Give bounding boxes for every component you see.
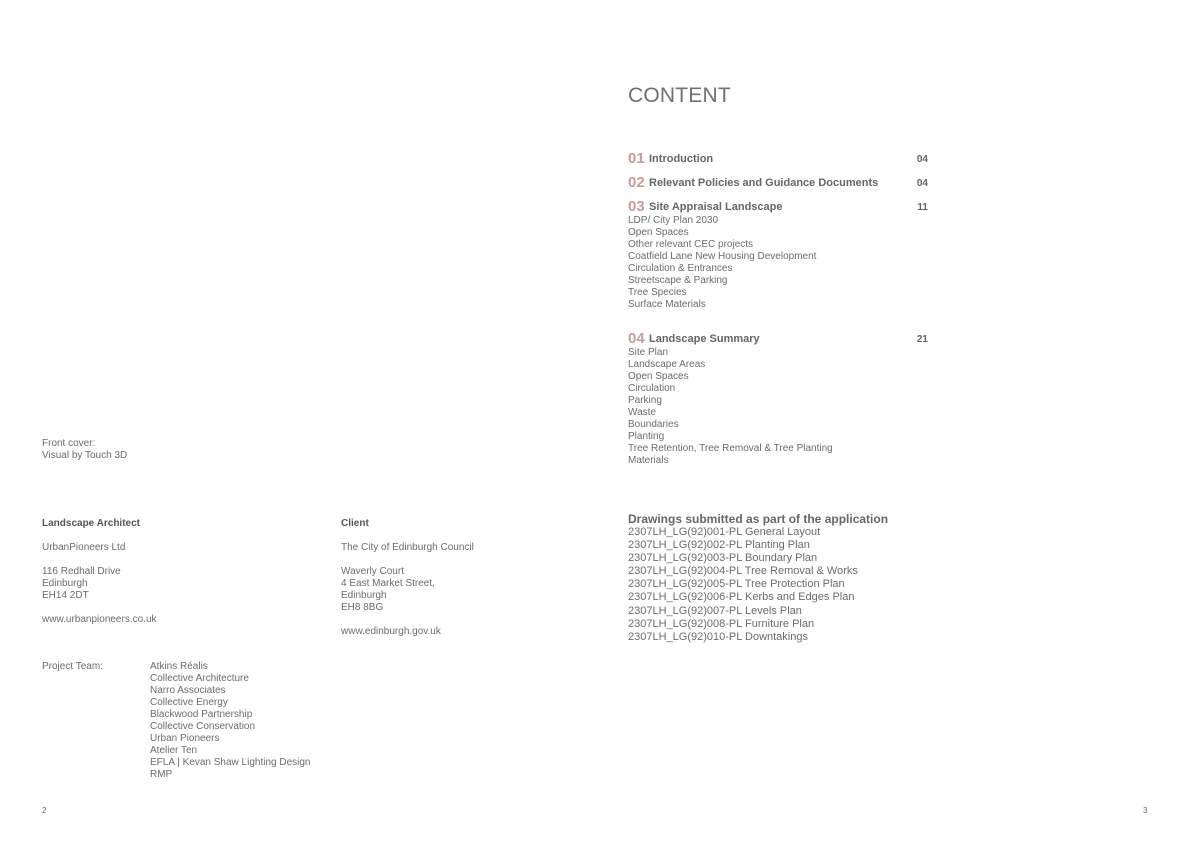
team-member: Blackwood Partnership [150,709,253,720]
toc-subitems [628,347,928,467]
architect-heading: Landscape Architect [42,518,140,529]
team-member: Collective Energy [150,697,228,708]
toc-title: Site Appraisal Landscape [649,201,783,213]
drawing-item: 2307LH_LG(92)004-PL Tree Removal & Works [628,565,858,578]
toc-subitem: Streetscape & Parking [628,275,728,286]
front-cover-label: Front cover: [42,438,96,449]
drawing-item: 2307LH_LG(92)003-PL Boundary Plan [628,552,818,565]
drawings-heading: Drawings submitted as part of the application [628,512,889,526]
toc-subitem: Open Spaces [628,227,689,238]
client-heading: Client [341,518,369,529]
drawing-item: 2307LH_LG(92)008-PL Furniture Plan [628,617,815,630]
page-title: CONTENT [628,84,731,107]
toc-entry[interactable] [628,199,928,311]
client-address-line: Edinburgh [341,590,387,601]
toc-page-number: 04 [916,154,928,165]
team-member: Atelier Ten [150,745,198,756]
client-address-line: Waverly Court [341,566,404,577]
front-cover-caption [42,438,127,462]
architect-website-link[interactable]: www.urbanpioneers.co.uk [42,614,157,625]
drawing-item: 2307LH_LG(92)007-PL Levels Plan [628,604,802,617]
toc-subitem: Planting [628,431,665,442]
team-member: RMP [150,769,173,780]
toc-subitem: Coatfield Lane New Housing Development [628,251,817,262]
landscape-architect-block [42,518,302,626]
client-website-link[interactable]: www.edinburgh.gov.uk [341,626,441,637]
toc-title: Introduction [649,153,714,165]
toc-subitem: Waste [628,407,656,418]
team-member: Urban Pioneers [150,733,220,744]
drawing-item: 2307LH_LG(92)010-PL Downtakings [628,630,808,643]
toc-subitem: Site Plan [628,347,669,358]
toc-number: 02 [628,174,645,191]
drawing-item: 2307LH_LG(92)005-PL Tree Protection Plan [628,578,845,591]
toc-entry[interactable] [628,175,928,191]
drawings-list-section [628,512,888,644]
toc-subitem: Tree Species [628,287,687,298]
team-member: EFLA | Kevan Shaw Lighting Design [150,757,311,768]
toc-subitem: LDP/ City Plan 2030 [628,215,719,226]
page-number-left: 2 [42,806,47,815]
toc-entry[interactable] [628,151,928,167]
client-address-line: 4 East Market Street, [341,578,435,589]
toc-subitem: Materials [628,455,669,466]
client-address-line: EH8 8BG [341,602,384,613]
toc-subitem: Other relevant CEC projects [628,239,754,250]
team-member: Collective Architecture [150,673,249,684]
toc-title: Relevant Policies and Guidance Documents [649,177,879,189]
toc-subitem: Tree Retention, Tree Removal & Tree Planting [628,443,833,454]
client-name: The City of Edinburgh Council [341,542,474,553]
architect-address-line: 116 Redhall Drive [42,566,121,577]
toc-subitems [628,215,928,311]
drawings-list [628,526,888,644]
team-member: Collective Conservation [150,721,256,732]
team-member: Atkins Réalis [150,661,208,672]
toc-number: 01 [628,150,645,167]
architect-address-line: Edinburgh [42,578,88,589]
toc-number: 03 [628,198,645,215]
drawing-item: 2307LH_LG(92)002-PL Planting Plan [628,539,810,552]
project-team-list [150,661,310,781]
toc-page-number: 04 [916,178,928,189]
toc-page-number: 21 [916,334,928,345]
toc-title: Landscape Summary [649,333,760,345]
toc-subitem: Circulation & Entrances [628,263,733,274]
drawing-item: 2307LH_LG(92)001-PL General Layout [628,526,821,538]
toc-subitem: Open Spaces [628,371,689,382]
toc-page-number: 11 [917,202,928,213]
toc-entry[interactable] [628,331,928,467]
toc-subitem: Parking [628,395,662,406]
toc-number: 04 [628,330,645,347]
page-number-right: 3 [1143,806,1148,815]
drawing-item: 2307LH_LG(92)006-PL Kerbs and Edges Plan [628,591,855,604]
toc-subitem: Landscape Areas [628,359,706,370]
project-team-label: Project Team: [42,661,103,672]
toc-subitem: Circulation [628,383,676,394]
front-cover-credit: Visual by Touch 3D [42,450,128,461]
architect-address-line: EH14 2DT [42,590,89,601]
team-member: Narro Associates [150,685,226,696]
toc-subitem: Boundaries [628,419,679,430]
toc-subitem: Surface Materials [628,299,706,310]
architect-company: UrbanPioneers Ltd [42,542,126,553]
client-block [341,518,601,638]
